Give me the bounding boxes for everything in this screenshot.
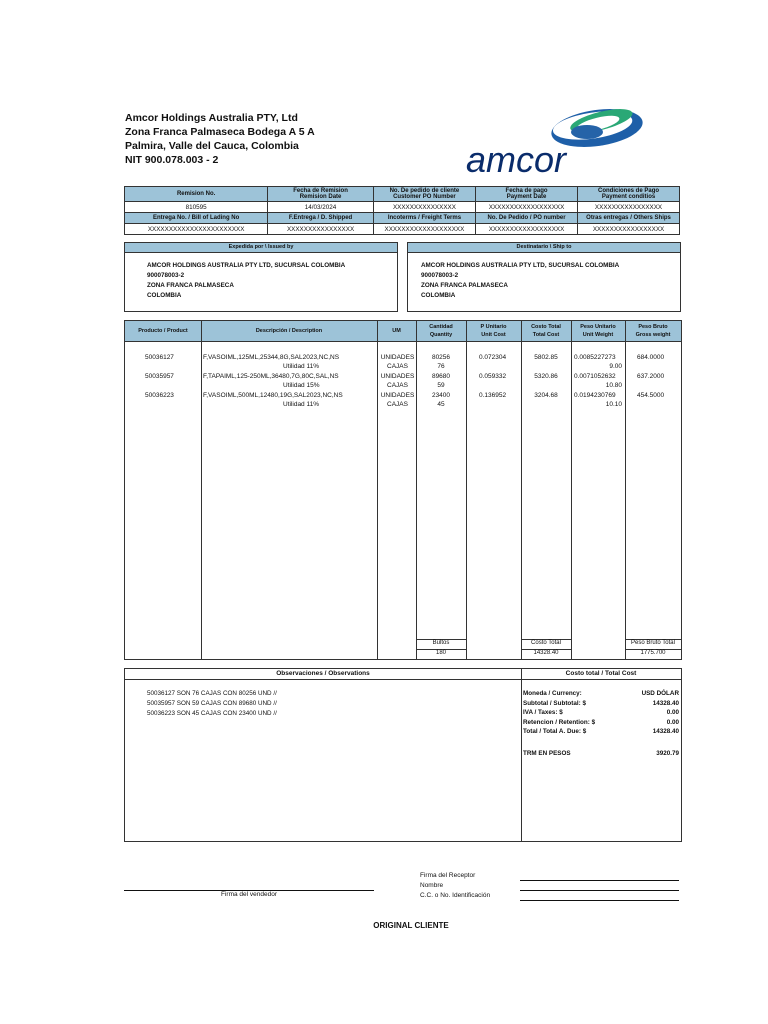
row1-qty: 80256 (431, 354, 451, 361)
row3-gross-weight: 454.5000 (637, 392, 665, 399)
value-remision-no: 810595 (125, 202, 268, 213)
row1-unit-weight2: 9.00 (609, 363, 622, 370)
total-cost-label: Costo Total (521, 639, 571, 649)
row2-utility: Utilidad 15% (283, 382, 320, 389)
issued-by-box (124, 242, 398, 312)
receiver-id-label: C.C. o No. Identificación (420, 892, 491, 899)
currency-label: Moneda / Currency: (523, 690, 582, 697)
ship-to-line: 900078003-2 (421, 272, 459, 279)
label-bill-of-lading: Entrega No. / Bill of Lading No (125, 213, 268, 224)
label-other-ships: Otras entregas / Others Ships (578, 213, 680, 224)
row3-unit-weight: 0.0194230769 (574, 392, 616, 399)
label-payment-date: Fecha de pago Payment Date (476, 187, 578, 202)
company-nit: NIT 900.078.003 - 2 (125, 154, 219, 166)
row1-description: F,VASOIML,125ML,25344,8G,SAL2023,NC,NS (203, 354, 340, 361)
subtotal-value: 14328.40 (652, 699, 679, 707)
row3-qty2: 45 (437, 401, 445, 408)
taxes-value: 0.00 (666, 709, 679, 716)
trm-value: 3920.79 (656, 749, 679, 757)
receiver-labels (420, 871, 490, 901)
issued-by-line: 900078003-2 (147, 272, 185, 279)
trm-label: TRM EN PESOS (523, 749, 571, 757)
row3-description: F,VASOIML,500ML,12480,19G,SAL2023,NC,NS (203, 392, 343, 399)
row2-unit-weight: 0.0071052632 (574, 373, 616, 380)
company-address2: Palmira, Valle del Cauca, Colombia (125, 140, 299, 152)
issued-by-line: AMCOR HOLDINGS AUSTRALIA PTY LTD, SUCURSAL COLOMBIA (147, 262, 346, 269)
label-remision-no: Remision No. (125, 187, 268, 202)
value-payment-date: XXXXXXXXXXXXXXXXXX (476, 202, 578, 213)
row1-gross-weight: 684.0000 (637, 354, 665, 361)
header-um: UM (392, 328, 401, 334)
row2-gross-weight: 637.2000 (637, 373, 665, 380)
taxes-label: IVA / Taxes: $ (523, 709, 563, 716)
row2-qty2: 59 (437, 382, 445, 389)
row3-utility: Utilidad 11% (283, 401, 320, 408)
receiver-name-line (520, 890, 679, 891)
company-info (125, 111, 315, 167)
header-unit-cost: P Unitario Unit Cost (480, 324, 507, 338)
company-name: Amcor Holdings Australia PTY, Ltd (125, 112, 298, 124)
value-other-ships: XXXXXXXXXXXXXXXXX (578, 224, 680, 235)
observations-box (124, 668, 682, 842)
row1-qty2: 76 (437, 363, 445, 370)
receiver-signature-line (520, 880, 679, 881)
value-remision-date: 14/03/2024 (268, 202, 374, 213)
retention-value: 0.00 (666, 718, 679, 726)
currency-value: USD DÓLAR (641, 690, 679, 697)
total-due-label: Total / Total A. Due: $ (523, 728, 587, 735)
vendor-signature-label: Firma del vendedor (221, 891, 277, 898)
header-unit-weight: Peso Unitario Unit Weight (580, 324, 616, 338)
row1-utility: Utilidad 11% (283, 363, 320, 370)
receiver-id-line (520, 900, 679, 901)
ship-to-box (407, 242, 681, 312)
row2-um2: CAJAS (387, 382, 408, 389)
row3-product: 50036223 (145, 392, 174, 399)
row3-qty: 23400 (431, 392, 451, 399)
header-description: Descripción / Description (255, 328, 323, 334)
row2-um: UNIDADES (380, 373, 415, 380)
observation-line: 50035957 SON 59 CAJAS CON 89680 UND // (147, 700, 277, 707)
row3-um: UNIDADES (380, 392, 415, 399)
value-date-shipped: XXXXXXXXXXXXXXXX (268, 224, 374, 235)
label-remision-date-text: Fecha de Remision Remision Date (293, 187, 348, 200)
row1-product: 50036127 (145, 354, 174, 361)
label-incoterms: Incoterms / Freight Terms (373, 213, 475, 224)
value-po-number: XXXXXXXXXXXXXXXXXX (476, 224, 578, 235)
company-address1: Zona Franca Palmaseca Bodega A 5 A (125, 126, 315, 138)
row2-description: F,TAPAIML,125-250ML,36480,7G,80C,SAL,NS (203, 373, 339, 380)
subtotal-label: Subtotal / Subtotal: $ (523, 699, 586, 707)
ship-to-line: AMCOR HOLDINGS AUSTRALIA PTY LTD, SUCURSAL COLOMBIA (421, 262, 620, 269)
receiver-signature-label: Firma del Receptor (420, 872, 476, 879)
row3-total-cost: 3204.68 (534, 392, 558, 399)
row3-um2: CAJAS (387, 401, 408, 408)
cost-summary (523, 689, 679, 758)
header-gross-weight: Peso Bruto Gross weight (635, 324, 671, 338)
original-cliente-label: ORIGINAL CLIENTE (373, 921, 449, 930)
observations-title: Observaciones / Observations (125, 669, 522, 680)
value-incoterms: XXXXXXXXXXXXXXXXXXX (373, 224, 475, 235)
row3-unit-cost: 0.136952 (479, 392, 507, 399)
ship-to-line: ZONA FRANCA PALMASECA (421, 282, 508, 289)
total-due-value: 14328.40 (652, 728, 679, 735)
row2-product: 50035957 (145, 373, 174, 380)
row2-unit-cost: 0.059332 (479, 373, 507, 380)
row2-unit-weight2: 10.80 (605, 382, 622, 389)
value-bill-of-lading: XXXXXXXXXXXXXXXXXXXXXXX (125, 224, 268, 235)
gross-weight-total-value: 1775.700 (625, 649, 681, 659)
row1-unit-weight: 0.0085227273 (574, 354, 616, 361)
gross-weight-total-label: Peso Bruto Total (625, 639, 681, 649)
observation-line: 50036223 SON 45 CAJAS CON 23400 UND // (147, 710, 277, 717)
row1-total-cost: 5802.85 (534, 354, 558, 361)
header-product: Producto / Product (138, 328, 188, 334)
row3-unit-weight2: 10.10 (605, 401, 622, 408)
row2-qty: 89680 (431, 373, 451, 380)
label-customer-po: No. De pedido de cliente Customer PO Number (373, 187, 475, 202)
amcor-logo (462, 100, 682, 180)
row1-um2: CAJAS (387, 363, 408, 370)
label-po-number: No. De Pedido / PO number (476, 213, 578, 224)
issued-by-line: ZONA FRANCA PALMASECA (147, 282, 234, 289)
ship-to-title: Destinatario \ Ship to (408, 243, 680, 253)
issued-by-title: Expedida por \ Issued by (125, 243, 397, 253)
bultos-label: Bultos (416, 639, 466, 649)
bultos-value: 180 (416, 649, 466, 659)
ship-to-line: COLOMBIA (421, 292, 456, 299)
value-customer-po: XXXXXXXXXXXXXXX (373, 202, 475, 213)
receiver-name-label: Nombre (420, 882, 444, 889)
label-remision-date (268, 187, 374, 202)
items-table (124, 320, 682, 660)
header-quantity: Cantidad Quantity (429, 324, 453, 338)
row1-um: UNIDADES (380, 354, 415, 361)
label-payment-conditions: Condiciones de Pago Payment conditios (578, 187, 680, 202)
logo-wordmark: amcor (466, 139, 567, 180)
row2-total-cost: 5320.86 (534, 373, 558, 380)
header-total-cost: Costo Total Total Cost (531, 324, 561, 338)
row1-unit-cost: 0.072304 (479, 354, 507, 361)
label-date-shipped: F.Entrega / D. Shipped (268, 213, 374, 224)
retention-label: Retencion / Retention: $ (523, 718, 596, 726)
observation-line: 50036127 SON 76 CAJAS CON 80256 UND // (147, 690, 277, 697)
remision-header-table (124, 186, 680, 235)
issued-by-line: COLOMBIA (147, 292, 182, 299)
value-payment-conditions: XXXXXXXXXXXXXXXX (578, 202, 680, 213)
total-cost-value: 14328.40 (521, 649, 571, 659)
cost-summary-title: Costo total / Total Cost (521, 669, 681, 680)
